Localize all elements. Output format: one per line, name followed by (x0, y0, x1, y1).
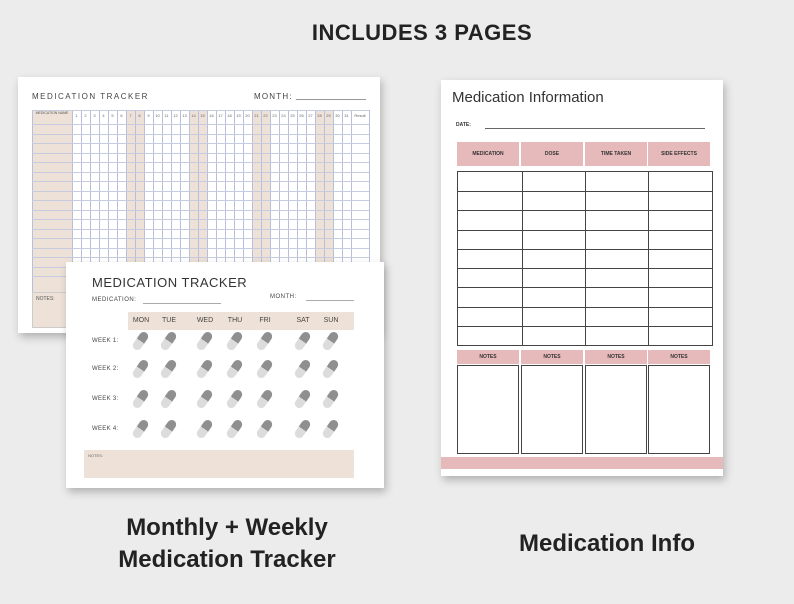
pill-icon (293, 418, 312, 440)
monthly-grid-hline (32, 162, 369, 163)
monthly-grid-hline (32, 172, 369, 173)
info-notes-box (457, 365, 519, 454)
pill-icon (131, 388, 150, 410)
pill-icon (225, 330, 244, 352)
monthly-day-number: 26 (299, 113, 304, 118)
pill-icon (321, 388, 340, 410)
monthly-day-number: 21 (254, 113, 259, 118)
info-column-header: DOSE (521, 142, 583, 166)
pill-icon (159, 388, 178, 410)
monthly-grid-hline (32, 200, 369, 201)
pill-icon (195, 358, 214, 380)
pill-icon (321, 330, 340, 352)
monthly-day-number: 31 (344, 113, 349, 118)
monthly-day-number: 10 (155, 113, 160, 118)
weekly-week-label: WEEK 2: (92, 366, 119, 372)
weekly-week-label: WEEK 1: (92, 338, 119, 344)
pill-icon (225, 358, 244, 380)
monthly-day-number: 29 (326, 113, 331, 118)
monthly-grid-hline (32, 181, 369, 182)
monthly-day-number: 12 (173, 113, 178, 118)
info-notes-header: NOTES (457, 350, 519, 364)
info-column-header: TIME TAKEN (585, 142, 647, 166)
monthly-day-number: 17 (218, 113, 223, 118)
weekly-title: MEDICATION TRACKER (92, 275, 248, 290)
info-notes-header: NOTES (585, 350, 647, 364)
monthly-grid-hline (32, 153, 369, 154)
monthly-day-number: 19 (236, 113, 241, 118)
info-table-vline (648, 172, 649, 345)
weekly-day-label: SUN (323, 317, 339, 324)
weekly-day-label: FRI (259, 317, 271, 324)
monthly-month-label: MONTH: (254, 92, 293, 101)
pill-icon (255, 330, 274, 352)
monthly-day-number: 23 (272, 113, 277, 118)
info-table (457, 171, 713, 346)
pill-icon (195, 418, 214, 440)
caption-left-line1: Monthly + Weekly (126, 514, 328, 541)
pill-icon (131, 330, 150, 352)
monthly-day-number: 28 (317, 113, 322, 118)
monthly-title: MEDICATION TRACKER (32, 92, 149, 101)
monthly-notes-label: NOTES: (36, 296, 55, 302)
monthly-day-number: 25 (290, 113, 295, 118)
monthly-result-header: Result (354, 113, 366, 118)
pill-icon (321, 358, 340, 380)
monthly-day-number: 14 (191, 113, 196, 118)
pill-icon (293, 330, 312, 352)
monthly-day-number: 6 (120, 113, 123, 118)
monthly-day-number: 1 (75, 113, 78, 118)
monthly-day-number: 15 (200, 113, 205, 118)
info-date-label: DATE: (456, 122, 471, 128)
monthly-day-number: 16 (209, 113, 214, 118)
info-notes-box (585, 365, 647, 454)
monthly-grid-hline (32, 124, 369, 125)
info-date-line (485, 128, 705, 129)
monthly-day-number: 20 (245, 113, 250, 118)
monthly-grid-hline (32, 248, 369, 249)
pill-icon (131, 418, 150, 440)
monthly-day-number: 24 (281, 113, 286, 118)
pill-icon (225, 388, 244, 410)
weekly-day-label: WED (196, 317, 214, 324)
monthly-grid-hline (32, 238, 369, 239)
monthly-day-number: 3 (93, 113, 96, 118)
pill-icon (131, 358, 150, 380)
monthly-grid-hline (32, 229, 369, 230)
monthly-day-number: 27 (308, 113, 313, 118)
monthly-day-number: 7 (129, 113, 132, 118)
caption-left-line2: Medication Tracker (118, 546, 336, 573)
weekly-week-label: WEEK 4: (92, 426, 119, 432)
weekly-week-label: WEEK 3: (92, 396, 119, 402)
weekly-medication-label: MEDICATION: (92, 297, 137, 303)
weekly-month-label: MONTH: (270, 294, 297, 300)
info-title: Medication Information (452, 89, 604, 106)
weekly-day-label: SAT (296, 317, 310, 324)
monthly-day-number: 9 (147, 113, 150, 118)
info-column-header: SIDE EFFECTS (648, 142, 710, 166)
pill-icon (293, 358, 312, 380)
monthly-grid-vline (32, 110, 33, 292)
headline: INCLUDES 3 PAGES (311, 20, 533, 45)
weekly-notes-label: NOTES: (88, 453, 103, 458)
weekly-day-label: MON (132, 317, 150, 324)
monthly-day-number: 30 (335, 113, 340, 118)
monthly-grid-hline (32, 134, 369, 135)
pill-icon (159, 418, 178, 440)
medication-info-page (441, 80, 723, 476)
caption-left (96, 512, 358, 576)
pill-icon (321, 418, 340, 440)
pill-icon (255, 418, 274, 440)
info-column-header: MEDICATION (457, 142, 519, 166)
info-notes-box (648, 365, 710, 454)
monthly-day-number: 4 (102, 113, 105, 118)
pill-icon (159, 358, 178, 380)
monthly-grid-hline (32, 143, 369, 144)
monthly-day-number: 2 (84, 113, 87, 118)
monthly-day-number: 13 (182, 113, 187, 118)
weekly-day-label: TUE (162, 317, 176, 324)
weekly-tracker-page (66, 262, 384, 488)
pill-icon (293, 388, 312, 410)
monthly-day-number: 5 (111, 113, 114, 118)
pill-icon (195, 330, 214, 352)
pill-icon (255, 388, 274, 410)
weekly-notes-box (84, 450, 354, 478)
weekly-medication-line (143, 303, 221, 304)
monthly-day-number: 8 (138, 113, 141, 118)
pill-icon (159, 330, 178, 352)
monthly-grid-hline (32, 257, 369, 258)
monthly-grid-hline (32, 210, 369, 211)
monthly-month-line (296, 99, 366, 100)
pill-icon (255, 358, 274, 380)
info-notes-box (521, 365, 583, 454)
monthly-day-number: 11 (164, 113, 169, 118)
info-table-vline (585, 172, 586, 345)
monthly-grid-hline (32, 219, 369, 220)
monthly-grid-hline (32, 110, 369, 111)
weekly-day-label: THU (227, 317, 243, 324)
monthly-grid-hline (32, 191, 369, 192)
caption-right: Medication Info (519, 530, 695, 557)
info-footer-bar (441, 457, 723, 469)
info-notes-header: NOTES (648, 350, 710, 364)
pill-icon (225, 418, 244, 440)
monthly-day-number: 22 (263, 113, 268, 118)
monthly-day-number: 18 (227, 113, 232, 118)
pill-icon (195, 388, 214, 410)
info-notes-header: NOTES (521, 350, 583, 364)
info-table-vline (522, 172, 523, 345)
weekly-month-line (306, 300, 354, 301)
monthly-name-header: MEDICATION NAME (35, 111, 69, 115)
